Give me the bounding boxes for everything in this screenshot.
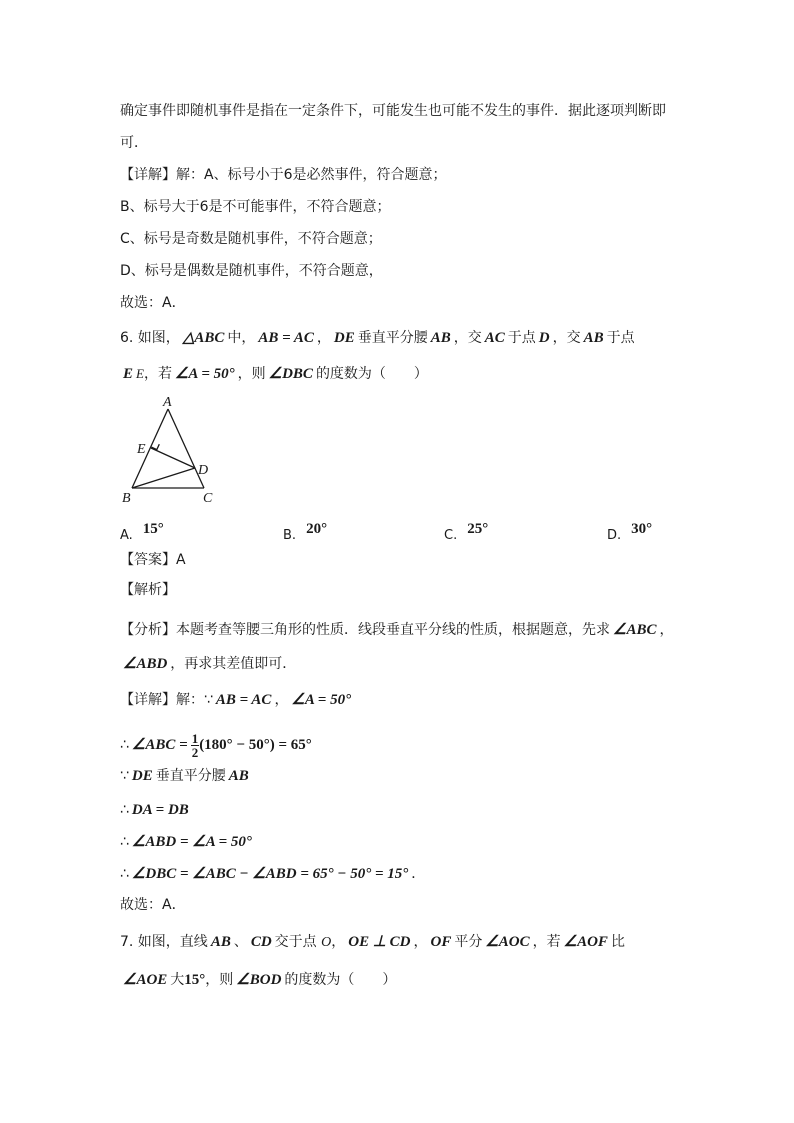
question-7-stem-cont: ∠AOE 大15°，则 ∠BOD 的度数为（ ） — [123, 972, 397, 988]
segment-de — [151, 448, 195, 468]
triangle-figure — [110, 392, 230, 508]
choice-line: 故选：A． — [120, 295, 186, 311]
option-b: B. 20° — [283, 521, 328, 543]
solution-line: ∴ DA = DB — [120, 802, 189, 818]
question-6-stem: 6. 如图， △ABC 中， AB = AC ， DE 垂直平分腰 AB ，交 AC 于点 D ，交 AB 于点 — [120, 330, 635, 346]
analysis-line: 【分析】本题考查等腰三角形的性质．线段垂直平分线的性质，根据题意，先求 ∠ABC ， — [120, 622, 674, 638]
paragraph-line: 确定事件即随机事件是指在一定条件下，可能发生也可能不发生的事件．据此逐项判断即 — [120, 103, 666, 119]
question-7-stem: 7. 如图，直线 AB 、 CD 交于点 O， OE ⊥ CD ， OF 平分 ∠AOC ，若 ∠AOF 比 — [120, 934, 625, 950]
label-c: C — [203, 491, 213, 506]
analysis-line: ∠ABD ，再求其差值即可． — [123, 656, 297, 672]
fraction: $\frac{1}{2}$ — [191, 730, 199, 760]
solution-line: ∵ DE 垂直平分腰 AB — [120, 768, 249, 784]
segment-bd — [132, 468, 195, 488]
detail-line: B、标号大于6是不可能事件，不符合题意； — [120, 199, 391, 215]
solution-line: ∴ ∠ABD = ∠A = 50° — [120, 834, 252, 850]
analysis-title: 【解析】 — [120, 582, 176, 598]
option-d: D. 30° — [607, 521, 653, 543]
label-b: B — [122, 491, 131, 506]
solution-line: 【详解】解：∵ AB = AC ， ∠A = 50° — [120, 692, 352, 708]
solution-line: ∴ ∠DBC = ∠ABC − ∠ABD = 65° − 50° = 15° ． — [120, 866, 426, 882]
question-6-stem-cont: E E，若 ∠A = 50° ，则 ∠DBC 的度数为（ ） — [123, 366, 428, 382]
label-e: E — [137, 442, 146, 457]
detail-line: 【详解】解：A、标号小于6是必然事件，符合题意； — [120, 167, 447, 183]
choice-line: 故选：A． — [120, 897, 186, 913]
label-d: D — [198, 463, 209, 478]
option-a: A. 15° — [120, 521, 164, 543]
solution-line: ∴ ∠ABC = $\frac{1}{2}$ (180° − 50°) = 65° — [120, 730, 312, 760]
label-a: A — [163, 395, 172, 410]
answer-line: 【答案】A — [120, 552, 186, 568]
detail-line: C、标号是奇数是随机事件，不符合题意； — [120, 231, 382, 247]
option-c: C. 25° — [444, 521, 489, 543]
paragraph-line: 可． — [120, 135, 148, 151]
detail-line: D、标号是偶数是随机事件，不符合题意， — [120, 263, 383, 279]
